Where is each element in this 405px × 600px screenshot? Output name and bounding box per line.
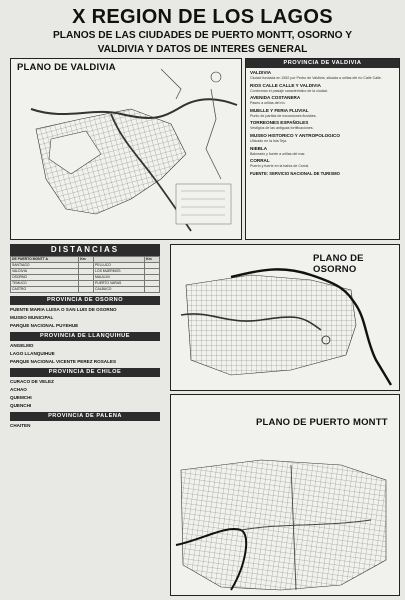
distance-km — [145, 287, 160, 293]
puerto-montt-street-map — [171, 395, 399, 595]
valdivia-street-map — [11, 59, 241, 239]
info-heading: PARQUE NACIONAL VICENTE PEREZ ROSALES — [10, 359, 117, 364]
distance-city: OSORNO — [11, 275, 79, 281]
page-subtitle-line-1: PLANOS DE LAS CIUDADES DE PUERTO MONTT, OSORNO Y — [52, 30, 353, 41]
valdivia-map-panel — [10, 58, 242, 240]
info-heading: MUELLE Y FERIA FLUVIAL — [250, 107, 309, 113]
info-heading: ACHAO — [10, 387, 27, 392]
distance-city: CASTRO — [11, 287, 79, 293]
distance-city: PELLUCO — [94, 263, 145, 269]
info-heading: PARQUE NACIONAL PUYEHUE — [10, 323, 79, 328]
page-subtitle-line-2: VALDIVIA Y DATOS DE INTERES GENERAL — [97, 44, 308, 55]
section-bar-llanquihue: PROVINCIA DE LLANQUIHUE — [10, 332, 160, 341]
distances-header-cell: Km — [79, 257, 94, 263]
distance-city: SANTIAGO — [11, 263, 79, 269]
left-column — [10, 244, 160, 594]
distance-city: MAULLIN — [94, 275, 145, 281]
header — [0, 6, 405, 56]
section-bar-osorno: PROVINCIA DE OSORNO — [10, 296, 160, 305]
info-heading: CHAITEN — [10, 423, 31, 428]
distance-city: PUERTO VARAS — [94, 281, 145, 287]
info-heading: CURACO DE VELEZ — [10, 379, 54, 384]
info-heading: QUEMCHI — [10, 395, 32, 400]
table-row — [11, 287, 160, 293]
info-heading: ANGELMO — [10, 343, 34, 348]
info-heading: TORREONES ESPAÑOLES — [250, 120, 309, 126]
osorno-street-map — [171, 245, 399, 390]
page-title: X REGION DE LOS LAGOS — [72, 6, 333, 28]
osorno-urban-area — [186, 275, 356, 375]
north-arrow-icon — [211, 72, 221, 82]
osorno-map-panel — [170, 244, 400, 391]
province-chiloe — [10, 368, 160, 409]
info-text: Ubicado en la Isla Teja. — [250, 138, 288, 143]
info-heading: MUSEO MUNICIPAL — [10, 315, 54, 320]
distance-city: TEMUCO — [11, 281, 79, 287]
info-text: Punto de partida de excursiones fluviales. — [250, 113, 317, 118]
info-heading: MUSEO HISTORICO Y ANTROPOLOGICO — [250, 132, 340, 138]
distance-city: VALDIVIA — [11, 269, 79, 275]
section-bar-valdivia: PROVINCIA DE VALDIVIA — [246, 59, 399, 68]
info-text: Paseo a orillas del río. — [250, 101, 286, 106]
distances-header-cell: DE PUERTO MONTT A — [11, 257, 79, 263]
osorno-map-title: PLANO DE OSORNO — [313, 253, 364, 275]
province-llanquihue — [10, 332, 160, 365]
province-palena — [10, 412, 160, 429]
info-heading: RIOS CALLE CALLE Y VALDIVIA — [250, 82, 321, 88]
distance-city: CALBUCO — [94, 287, 145, 293]
info-source: FUENTE: SERVICIO NACIONAL DE TURISMO — [250, 170, 340, 176]
info-text: Puerto y fuerte en la bahía de Corral. — [250, 164, 310, 169]
info-text: Ciudad fundada en 1552 por Pedro de Valdivia, situada a orillas del río Calle Calle. — [250, 76, 382, 80]
valdivia-info-panel — [245, 58, 400, 240]
puerto-montt-map-title: PLANO DE PUERTO MONTT — [256, 417, 388, 428]
info-heading: VALDIVIA — [250, 70, 272, 75]
info-heading: CORRAL — [250, 158, 270, 164]
distance-km — [79, 287, 94, 293]
info-text: Conforman el paisaje característico de la ciudad. — [250, 88, 328, 93]
distances-table — [10, 256, 160, 293]
puerto-montt-urban-area — [181, 460, 386, 590]
info-text: Balneario y fuerte a orillas del mar. — [250, 151, 306, 156]
distance-city: LOS MUERMOS — [94, 269, 145, 275]
info-heading: NIEBLA — [250, 145, 268, 151]
valdivia-legend-box — [176, 184, 231, 224]
distances-title: DISTANCIAS — [10, 244, 160, 256]
puerto-montt-map-panel — [170, 394, 400, 596]
info-heading: LAGO LLANQUIHUE — [10, 351, 55, 356]
section-bar-palena: PROVINCIA DE PALENA — [10, 412, 160, 421]
section-bar-chiloe: PROVINCIA DE CHILOE — [10, 368, 160, 377]
valdivia-map-title: PLANO DE VALDIVIA — [17, 62, 116, 73]
info-heading: PUENTE MARIA LUISA O SAN LUIS DE OSORNO — [10, 307, 117, 312]
province-osorno — [10, 296, 160, 329]
info-text: Vestigios de las antiguas fortificaciones. — [250, 126, 314, 131]
info-heading: QUENCHI — [10, 403, 32, 408]
info-heading: AVENIDA COSTANERA — [250, 95, 301, 101]
distances-header-cell: Km — [145, 257, 160, 263]
